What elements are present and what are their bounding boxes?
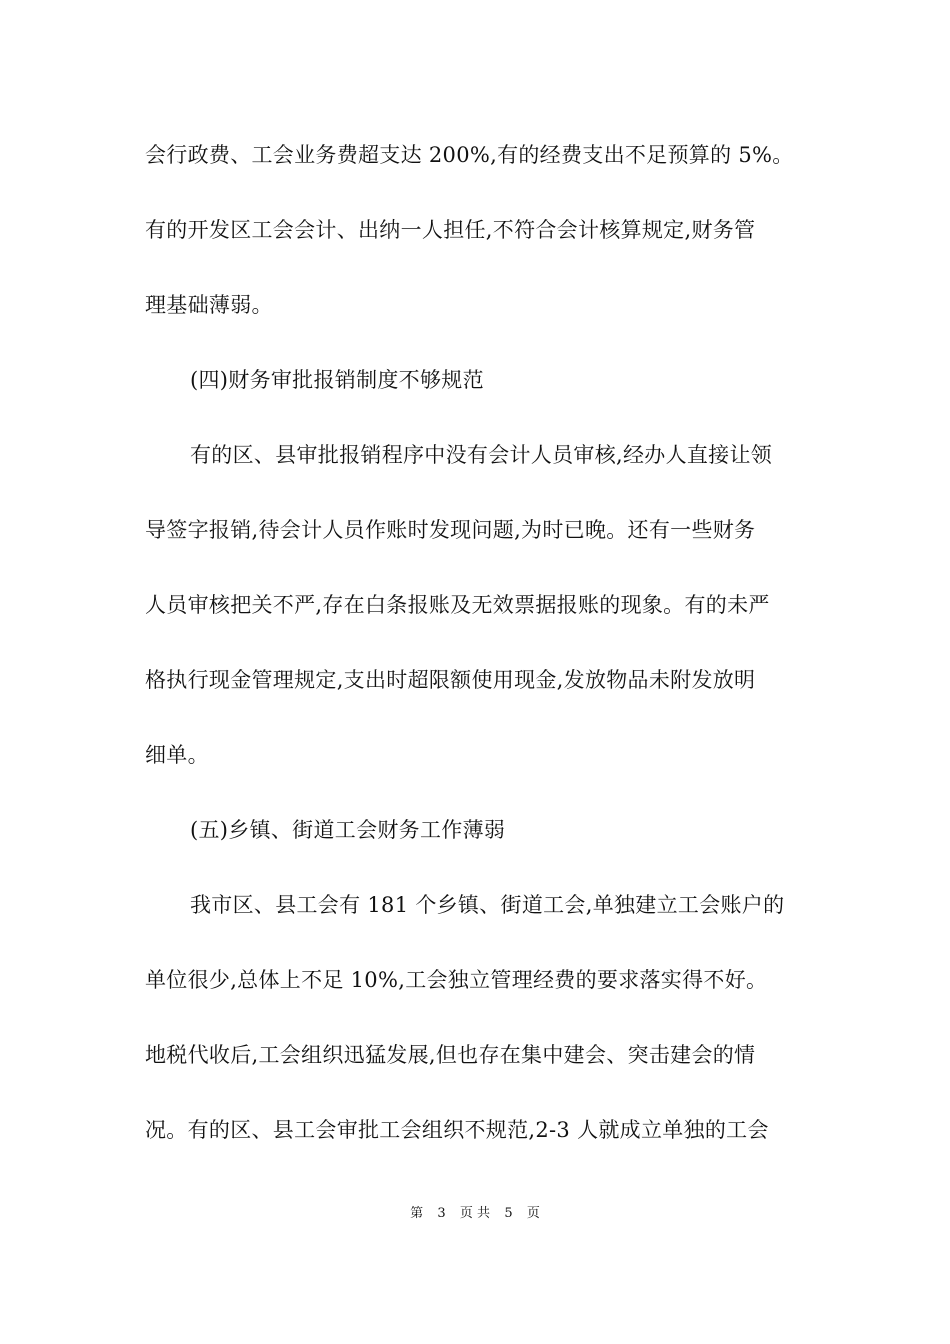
text-line: 有的开发区工会会计、出纳一人担任,不符合会计核算规定,财务管 (145, 218, 756, 242)
footer-prefix: 第 (410, 1206, 424, 1221)
section-heading: (五)乡镇、街道工会财务工作薄弱 (190, 818, 506, 842)
text-line: 理基础薄弱。 (145, 293, 273, 317)
section-heading: (四)财务审批报销制度不够规范 (190, 368, 484, 392)
footer-suffix: 页 (526, 1206, 540, 1221)
paragraph-first-line: 我市区、县工会有 181 个乡镇、街道工会,单独建立工会账户的 (190, 893, 785, 917)
text-line: 况。有的区、县工会审批工会组织不规范,2-3 人就成立单独的工会 (145, 1118, 769, 1142)
footer-middle: 页 共 (459, 1206, 491, 1221)
text-line: 导签字报销,待会计人员作账时发现问题,为时已晚。还有一些财务 (145, 518, 756, 542)
text-line: 细单。 (145, 743, 209, 767)
paragraph-first-line: 有的区、县审批报销程序中没有会计人员审核,经办人直接让领 (190, 443, 773, 467)
current-page-number: 3 (437, 1206, 446, 1221)
text-line: 会行政费、工会业务费超支达 200%,有的经费支出不足预算的 5%。 (145, 143, 794, 167)
page-footer (0, 1205, 950, 1223)
total-page-count: 5 (504, 1206, 513, 1221)
text-line: 单位很少,总体上不足 10%,工会独立管理经费的要求落实得不好。 (145, 968, 768, 992)
text-line: 地税代收后,工会组织迅猛发展,但也存在集中建会、突击建会的情 (145, 1043, 756, 1067)
text-line: 格执行现金管理规定,支出时超限额使用现金,发放物品未附发放明 (145, 668, 756, 692)
text-line: 人员审核把关不严,存在白条报账及无效票据报账的现象。有的未严 (145, 593, 770, 617)
